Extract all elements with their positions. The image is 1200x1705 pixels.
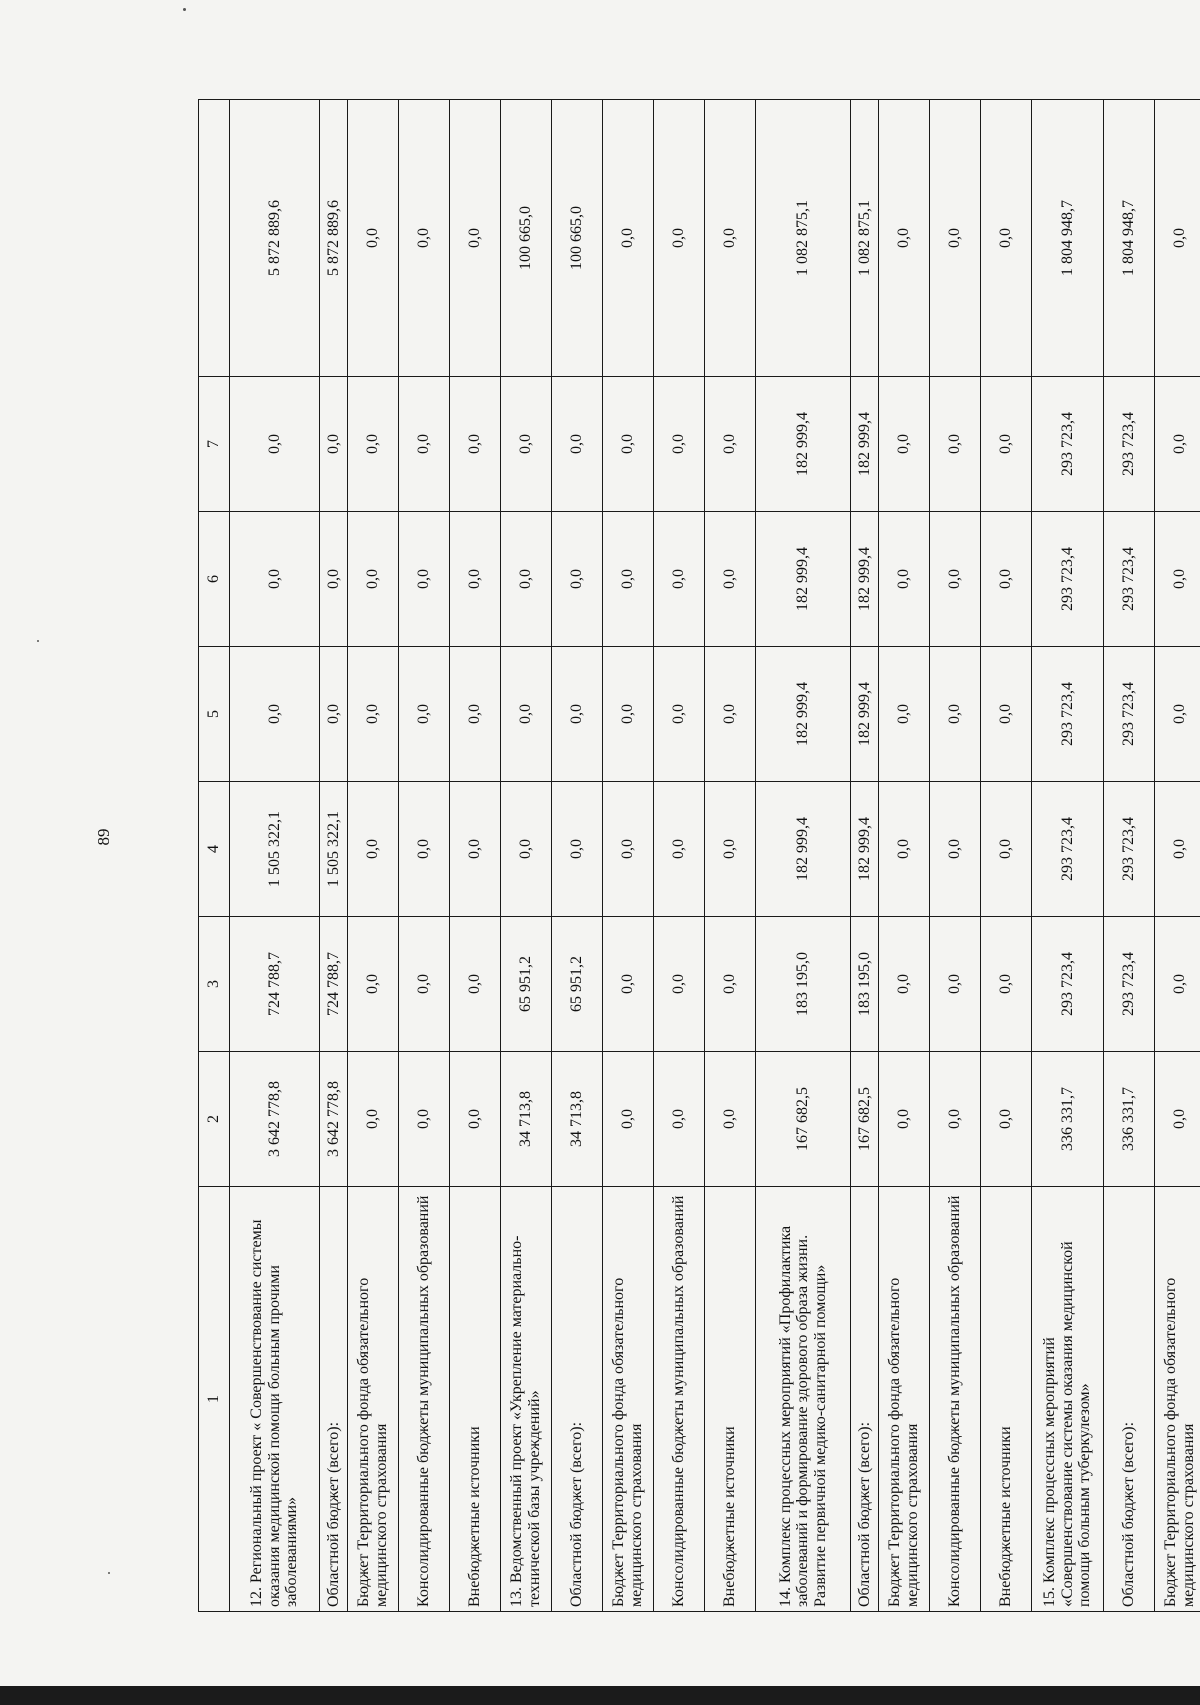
row-label: 13. Ведомственный проект «Укрепление материально-технической базы учреждений» xyxy=(501,1187,552,1612)
value-cell: 0,0 xyxy=(981,647,1032,782)
value-cell: 0,0 xyxy=(705,1052,756,1187)
value-cell: 0,0 xyxy=(348,377,399,512)
value-cell: 0,0 xyxy=(930,647,981,782)
value-cell: 100 665,0 xyxy=(552,100,603,377)
value-cell: 1 082 875,1 xyxy=(851,100,879,377)
value-cell: 0,0 xyxy=(552,377,603,512)
value-cell: 0,0 xyxy=(603,647,654,782)
row-label: Консолидированные бюджеты муниципальных образований xyxy=(930,1187,981,1612)
value-cell: 0,0 xyxy=(501,782,552,917)
value-cell: 0,0 xyxy=(230,512,320,647)
value-cell: 0,0 xyxy=(930,512,981,647)
value-cell: 0,0 xyxy=(348,512,399,647)
table-row xyxy=(930,100,981,1612)
table-row xyxy=(552,100,603,1612)
value-cell: 5 872 889,6 xyxy=(230,100,320,377)
column-header: 3 xyxy=(199,917,230,1052)
value-cell: 0,0 xyxy=(879,917,930,1052)
value-cell: 0,0 xyxy=(930,1052,981,1187)
column-header: 2 xyxy=(199,1052,230,1187)
value-cell: 0,0 xyxy=(399,377,450,512)
row-label: Бюджет Территориального фонда обязательного медицинского страхования xyxy=(348,1187,399,1612)
value-cell: 0,0 xyxy=(348,1052,399,1187)
value-cell: 293 723,4 xyxy=(1104,647,1155,782)
row-label: Внебюджетные источники xyxy=(705,1187,756,1612)
table-row xyxy=(348,100,399,1612)
value-cell: 167 682,5 xyxy=(756,1052,851,1187)
value-cell: 0,0 xyxy=(879,1052,930,1187)
row-label: Областной бюджет (всего): xyxy=(552,1187,603,1612)
value-cell: 293 723,4 xyxy=(1032,917,1104,1052)
table-row xyxy=(603,100,654,1612)
value-cell: 1 505 322,1 xyxy=(230,782,320,917)
value-cell: 0,0 xyxy=(930,100,981,377)
value-cell: 1 804 948,7 xyxy=(1104,100,1155,377)
value-cell: 0,0 xyxy=(981,377,1032,512)
value-cell: 183 195,0 xyxy=(756,917,851,1052)
value-cell: 100 665,0 xyxy=(501,100,552,377)
value-cell: 0,0 xyxy=(230,647,320,782)
value-cell: 0,0 xyxy=(552,782,603,917)
value-cell: 293 723,4 xyxy=(1032,782,1104,917)
value-cell: 0,0 xyxy=(705,100,756,377)
value-cell: 0,0 xyxy=(654,512,705,647)
table-row xyxy=(1104,100,1155,1612)
budget-table-rotated xyxy=(198,100,1197,1612)
value-cell: 182 999,4 xyxy=(851,512,879,647)
value-cell: 0,0 xyxy=(654,782,705,917)
value-cell: 293 723,4 xyxy=(1032,647,1104,782)
row-label: Бюджет Территориального фонда обязательного медицинского страхования xyxy=(879,1187,930,1612)
value-cell: 0,0 xyxy=(450,1052,501,1187)
value-cell: 34 713,8 xyxy=(501,1052,552,1187)
value-cell: 0,0 xyxy=(879,512,930,647)
value-cell: 0,0 xyxy=(1155,512,1200,647)
column-header: 7 xyxy=(199,377,230,512)
value-cell: 0,0 xyxy=(399,512,450,647)
value-cell: 0,0 xyxy=(603,100,654,377)
value-cell: 0,0 xyxy=(981,1052,1032,1187)
column-header: 6 xyxy=(199,512,230,647)
value-cell: 0,0 xyxy=(450,100,501,377)
value-cell: 0,0 xyxy=(320,512,348,647)
table-row xyxy=(320,100,348,1612)
value-cell: 0,0 xyxy=(501,512,552,647)
value-cell: 0,0 xyxy=(603,512,654,647)
value-cell: 182 999,4 xyxy=(756,512,851,647)
table-row xyxy=(501,100,552,1612)
value-cell: 0,0 xyxy=(348,782,399,917)
table-row xyxy=(1032,100,1104,1612)
value-cell: 0,0 xyxy=(501,377,552,512)
value-cell: 0,0 xyxy=(654,100,705,377)
value-cell: 0,0 xyxy=(348,917,399,1052)
value-cell: 293 723,4 xyxy=(1032,512,1104,647)
value-cell: 0,0 xyxy=(230,377,320,512)
table-row xyxy=(399,100,450,1612)
table-row xyxy=(756,100,851,1612)
value-cell: 0,0 xyxy=(930,377,981,512)
value-cell: 0,0 xyxy=(981,100,1032,377)
value-cell: 0,0 xyxy=(603,1052,654,1187)
value-cell: 0,0 xyxy=(399,647,450,782)
table-row xyxy=(654,100,705,1612)
value-cell: 0,0 xyxy=(603,782,654,917)
value-cell: 0,0 xyxy=(1155,782,1200,917)
value-cell: 0,0 xyxy=(399,1052,450,1187)
value-cell: 0,0 xyxy=(320,377,348,512)
value-cell: 0,0 xyxy=(450,917,501,1052)
value-cell: 0,0 xyxy=(981,917,1032,1052)
value-cell: 183 195,0 xyxy=(851,917,879,1052)
value-cell: 0,0 xyxy=(654,1052,705,1187)
value-cell: 0,0 xyxy=(879,782,930,917)
value-cell: 0,0 xyxy=(1155,100,1200,377)
value-cell: 293 723,4 xyxy=(1032,377,1104,512)
column-header: 1 xyxy=(199,1187,230,1612)
value-cell: 0,0 xyxy=(981,782,1032,917)
value-cell: 0,0 xyxy=(399,100,450,377)
scan-bottom-edge xyxy=(0,1686,1200,1705)
table-row xyxy=(230,100,320,1612)
row-label: Бюджет Территориального фонда обязательного медицинского страхования xyxy=(1155,1187,1200,1612)
scan-speck xyxy=(108,1572,110,1574)
value-cell: 0,0 xyxy=(450,512,501,647)
value-cell: 0,0 xyxy=(320,647,348,782)
value-cell: 167 682,5 xyxy=(851,1052,879,1187)
value-cell: 0,0 xyxy=(348,647,399,782)
value-cell: 0,0 xyxy=(552,647,603,782)
value-cell: 0,0 xyxy=(705,647,756,782)
budget-table xyxy=(198,99,1200,1612)
value-cell: 182 999,4 xyxy=(851,377,879,512)
value-cell: 0,0 xyxy=(705,782,756,917)
value-cell: 182 999,4 xyxy=(851,782,879,917)
value-cell: 0,0 xyxy=(654,377,705,512)
value-cell: 182 999,4 xyxy=(756,647,851,782)
table-row xyxy=(851,100,879,1612)
value-cell: 1 505 322,1 xyxy=(320,782,348,917)
value-cell: 0,0 xyxy=(399,917,450,1052)
value-cell: 0,0 xyxy=(705,512,756,647)
value-cell: 0,0 xyxy=(879,647,930,782)
value-cell: 0,0 xyxy=(552,512,603,647)
value-cell: 0,0 xyxy=(1155,377,1200,512)
value-cell: 0,0 xyxy=(1155,917,1200,1052)
value-cell: 182 999,4 xyxy=(851,647,879,782)
row-label: Областной бюджет (всего): xyxy=(1104,1187,1155,1612)
value-cell: 0,0 xyxy=(450,377,501,512)
value-cell: 65 951,2 xyxy=(552,917,603,1052)
value-cell: 724 788,7 xyxy=(320,917,348,1052)
value-cell: 182 999,4 xyxy=(756,377,851,512)
value-cell: 34 713,8 xyxy=(552,1052,603,1187)
value-cell: 336 331,7 xyxy=(1032,1052,1104,1187)
table-row xyxy=(879,100,930,1612)
value-cell: 0,0 xyxy=(879,100,930,377)
value-cell: 336 331,7 xyxy=(1104,1052,1155,1187)
value-cell: 1 082 875,1 xyxy=(756,100,851,377)
value-cell: 0,0 xyxy=(603,917,654,1052)
value-cell: 0,0 xyxy=(705,917,756,1052)
value-cell: 0,0 xyxy=(705,377,756,512)
row-label: Внебюджетные источники xyxy=(450,1187,501,1612)
table-row xyxy=(705,100,756,1612)
row-label: Консолидированные бюджеты муниципальных образований xyxy=(399,1187,450,1612)
value-cell: 182 999,4 xyxy=(756,782,851,917)
scan-speck xyxy=(183,8,186,11)
value-cell: 293 723,4 xyxy=(1104,917,1155,1052)
table-row xyxy=(981,100,1032,1612)
page-number: 89 xyxy=(94,828,113,846)
row-label: Областной бюджет (всего): xyxy=(851,1187,879,1612)
value-cell: 0,0 xyxy=(603,377,654,512)
value-cell: 3 642 778,8 xyxy=(230,1052,320,1187)
table-row xyxy=(1155,100,1200,1612)
value-cell: 0,0 xyxy=(1155,647,1200,782)
value-cell: 0,0 xyxy=(654,647,705,782)
row-label: Бюджет Территориального фонда обязательного медицинского страхования xyxy=(603,1187,654,1612)
row-label: 15. Комплекс процессных мероприятий «Совершенствование системы оказания медицинской помощи больным туберкулезом» xyxy=(1032,1187,1104,1612)
row-label: 12. Региональный проект « Совершенствование системы оказания медицинской помощи больным прочими заболеваниями» xyxy=(230,1187,320,1612)
value-cell: 0,0 xyxy=(501,647,552,782)
value-cell: 65 951,2 xyxy=(501,917,552,1052)
value-cell: 0,0 xyxy=(654,917,705,1052)
table-header-row xyxy=(199,100,230,1612)
value-cell: 0,0 xyxy=(981,512,1032,647)
table-row xyxy=(450,100,501,1612)
value-cell: 293 723,4 xyxy=(1104,377,1155,512)
column-header: 5 xyxy=(199,647,230,782)
row-label: 14. Комплекс процессных мероприятий «Профилактика заболеваний и формирование здорового образа жизни. Развитие первичной медико-санитарной помощи» xyxy=(756,1187,851,1612)
value-cell: 3 642 778,8 xyxy=(320,1052,348,1187)
value-cell: 0,0 xyxy=(348,100,399,377)
column-header: 4 xyxy=(199,782,230,917)
value-cell: 0,0 xyxy=(930,782,981,917)
row-label: Областной бюджет (всего): xyxy=(320,1187,348,1612)
value-cell: 5 872 889,6 xyxy=(320,100,348,377)
value-cell: 0,0 xyxy=(879,377,930,512)
value-cell: 0,0 xyxy=(450,647,501,782)
value-cell: 0,0 xyxy=(930,917,981,1052)
value-cell: 0,0 xyxy=(450,782,501,917)
row-label: Консолидированные бюджеты муниципальных образований xyxy=(654,1187,705,1612)
scan-speck xyxy=(37,640,39,642)
value-cell: 1 804 948,7 xyxy=(1032,100,1104,377)
value-cell: 0,0 xyxy=(1155,1052,1200,1187)
value-cell: 293 723,4 xyxy=(1104,512,1155,647)
column-header xyxy=(199,100,230,377)
value-cell: 0,0 xyxy=(399,782,450,917)
value-cell: 293 723,4 xyxy=(1104,782,1155,917)
value-cell: 724 788,7 xyxy=(230,917,320,1052)
row-label: Внебюджетные источники xyxy=(981,1187,1032,1612)
